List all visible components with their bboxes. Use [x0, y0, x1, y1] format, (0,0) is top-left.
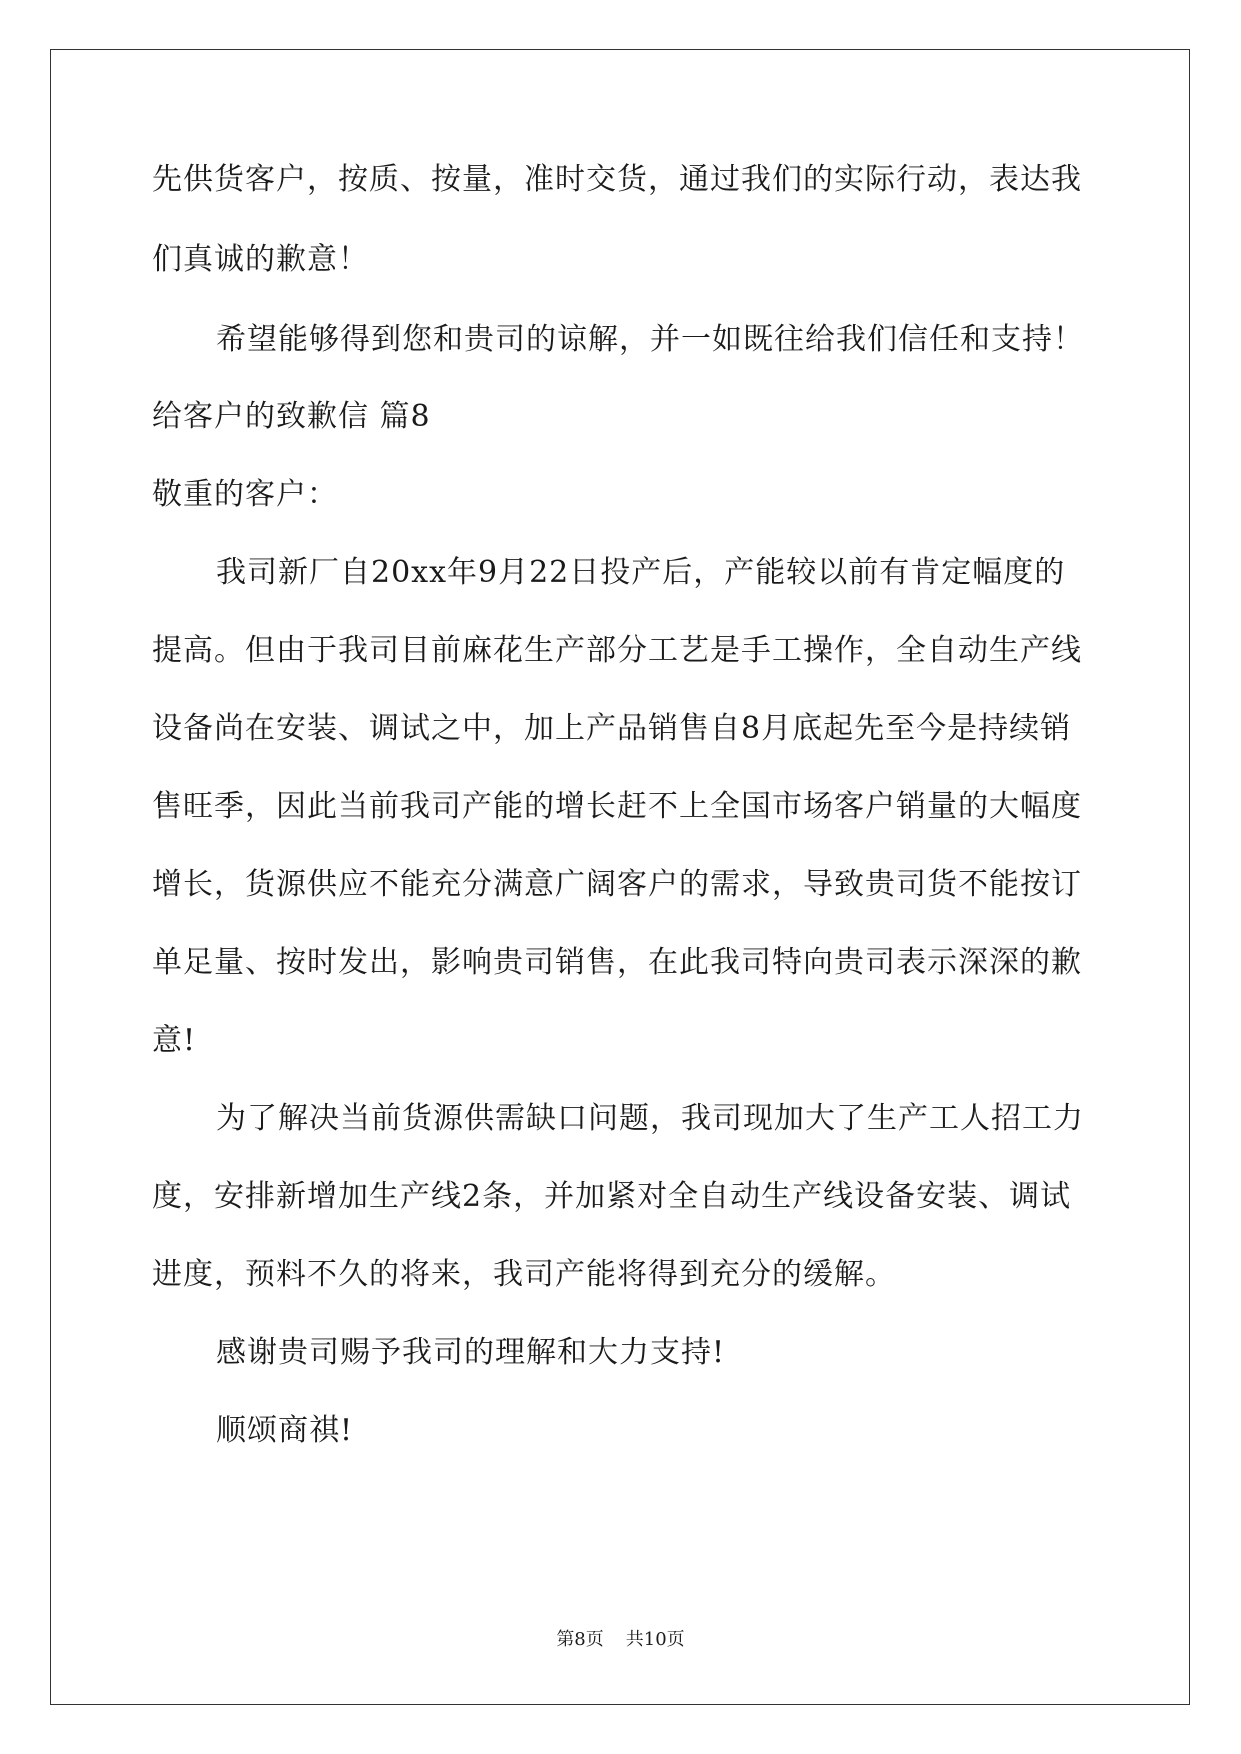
paragraph-line: 售旺季，因此当前我司产能的增长赶不上全国市场客户销量的大幅度 — [152, 789, 1082, 824]
page-footer — [0, 1628, 1241, 1652]
section-heading: 给客户的致歉信 篇8 — [152, 399, 431, 434]
page-number: 第8页 — [556, 1629, 604, 1650]
closing-line: 顺颂商祺! — [216, 1413, 354, 1448]
salutation: 敬重的客户： — [152, 477, 338, 512]
page-total: 共10页 — [625, 1629, 685, 1650]
paragraph-line: 意! — [152, 1023, 197, 1058]
closing-line: 感谢贵司赐予我司的理解和大力支持! — [216, 1335, 726, 1370]
paragraph-line: 们真诚的歉意！ — [152, 242, 369, 277]
paragraph-line: 希望能够得到您和贵司的谅解，并一如既往给我们信任和支持！ — [216, 322, 1084, 357]
paragraph-line: 提高。但由于我司目前麻花生产部分工艺是手工操作，全自动生产线 — [152, 633, 1082, 668]
paragraph-line: 我司新厂自20xx年9月22日投产后，产能较以前有肯定幅度的 — [216, 555, 1066, 590]
paragraph-line: 度，安排新增加生产线2条，并加紧对全自动生产线设备安装、调试 — [152, 1179, 1072, 1214]
paragraph-line: 单足量、按时发出，影响贵司销售，在此我司特向贵司表示深深的歉 — [152, 945, 1082, 980]
paragraph-line: 为了解决当前货源供需缺口问题，我司现加大了生产工人招工力 — [216, 1101, 1084, 1136]
paragraph-line: 先供货客户，按质、按量，准时交货，通过我们的实际行动，表达我 — [152, 162, 1082, 197]
paragraph-line: 设备尚在安装、调试之中，加上产品销售自8月底起先至今是持续销 — [152, 711, 1072, 746]
paragraph-line: 增长，货源供应不能充分满意广阔客户的需求，导致贵司货不能按订 — [152, 867, 1082, 902]
paragraph-line: 进度，预料不久的将来，我司产能将得到充分的缓解。 — [152, 1257, 896, 1292]
